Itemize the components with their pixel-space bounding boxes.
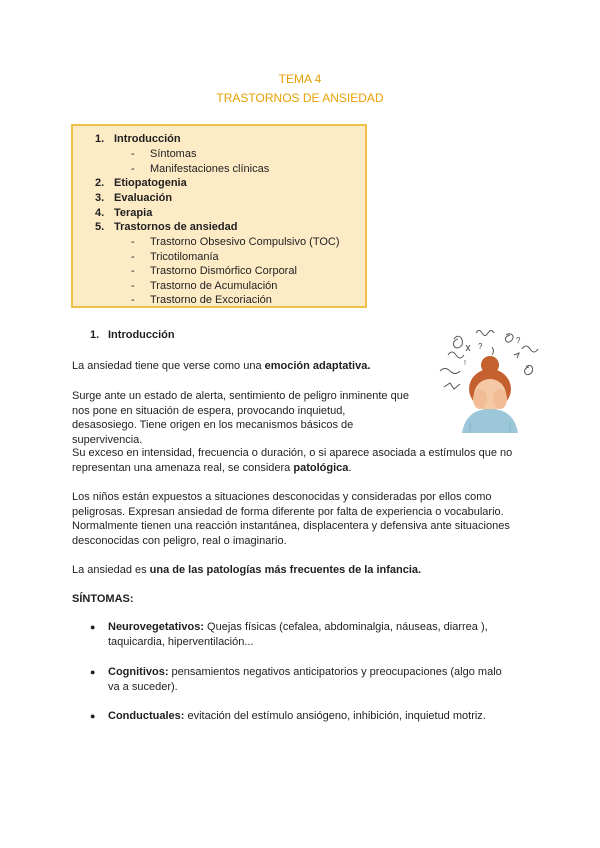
symptoms-heading: SÍNTOMAS: [72,593,134,605]
text-run: . [348,461,352,474]
symptom-text: pensamientos negativos anticipatorios y preocupaciones (algo malo va a suceder). [108,666,502,693]
symptom-item-cognitive [108,665,508,694]
text-run: Su exceso en intensidad, frecuencia o duración, o si aparece asociada a estímulos que no representan una amenaza real, se considera [72,447,513,474]
section-heading: Introducción [108,329,175,341]
toc-num: 4. [95,207,105,219]
toc-sub-label: Manifestaciones clínicas [150,163,270,175]
paragraph-frequency [72,563,532,578]
paragraph-alert: Surge ante un estado de alerta, sentimiento de peligro inminente que nos pone en situación de espera, provocando inquietud, desasosiego. Tiene origen en los mecanismos básicos de supervivencia. [72,390,409,446]
section-number: 1. [90,329,100,341]
emphasis: patológica [293,461,349,474]
toc-label: Etiopatogenia [114,177,187,189]
emphasis: una de las patologías más frecuentes de la infancia. [149,564,422,576]
toc-sub-label: Síntomas [150,148,197,160]
svg-text:?: ? [516,336,521,345]
symptom-item-behavioral [108,709,518,724]
anxious-girl-illustration [426,325,546,433]
toc-sub-label: Trastorno de Acumulación [150,280,278,292]
bullet-icon: ● [90,667,96,677]
paragraph-adaptive [72,359,532,374]
svg-text:?: ? [478,342,483,351]
toc-label: Trastornos de ansiedad [114,221,238,233]
toc-sub-label: Trastorno de Excoriación [150,294,272,306]
bullet-icon: ● [90,622,96,632]
svg-text:!: ! [464,360,466,367]
text-run: La ansiedad tiene que verse como una [72,360,265,372]
symptom-term: Cognitivos: [108,666,169,678]
text-run: La ansiedad es [72,564,150,576]
toc-num: 5. [95,221,105,233]
symptom-item-neurovegetative [108,620,508,649]
toc-label: Terapia [114,207,153,219]
paragraph-pathological [72,446,527,475]
toc-label: Introducción [114,133,181,145]
toc-sub-label: Trastorno Dismórfico Corporal [150,265,297,277]
paragraph-children: Los niños están expuestos a situaciones desconocidas y consideradas por ellos como peligrosas. Expresan ansiedad de forma diferente por falta de experiencia o vocabulario. Normalmente tienen una reacción instantánea, displacentera y defensiva ante situaciones desconocidas con peligro, real o imaginario. [72,491,510,547]
topic-number: TEMA 4 [278,72,322,86]
symptom-text: evitación del estímulo ansiógeno, inhibición, inquietud motriz. [184,710,486,722]
symptom-term: Conductuales: [108,710,185,722]
bullet-icon: ● [90,711,96,721]
emphasis: emoción adaptativa. [264,360,371,372]
table-of-contents: 1. Introducción - Síntomas - Manifestaciones clínicas 2. Etiopatogenia 3. Evaluación 4. Terapia 5. Trastornos de ansiedad - Trastorno Obsesivo Compulsivo (TOC) - Tricotilomanía - Trastorno Dismórfico Corporal - Trastorno de Acumulación - Trastorno de Excoriación [71,124,367,308]
symptom-term: Neurovegetativos: [108,621,204,633]
toc-sub-label: Trastorno Obsesivo Compulsivo (TOC) [150,236,340,248]
toc-num: 3. [95,192,105,204]
symptom-text: Quejas físicas (cefalea, abdominalgia, náuseas, diarrea ), taquicardia, hiperventilación... [108,621,488,648]
toc-num: 1. [95,133,105,145]
toc-label: Evaluación [114,192,173,204]
toc-num: 2. [95,177,105,189]
toc-sub-label: Tricotilomanía [150,251,219,263]
page-title: TRASTORNOS DE ANSIEDAD [216,91,384,105]
